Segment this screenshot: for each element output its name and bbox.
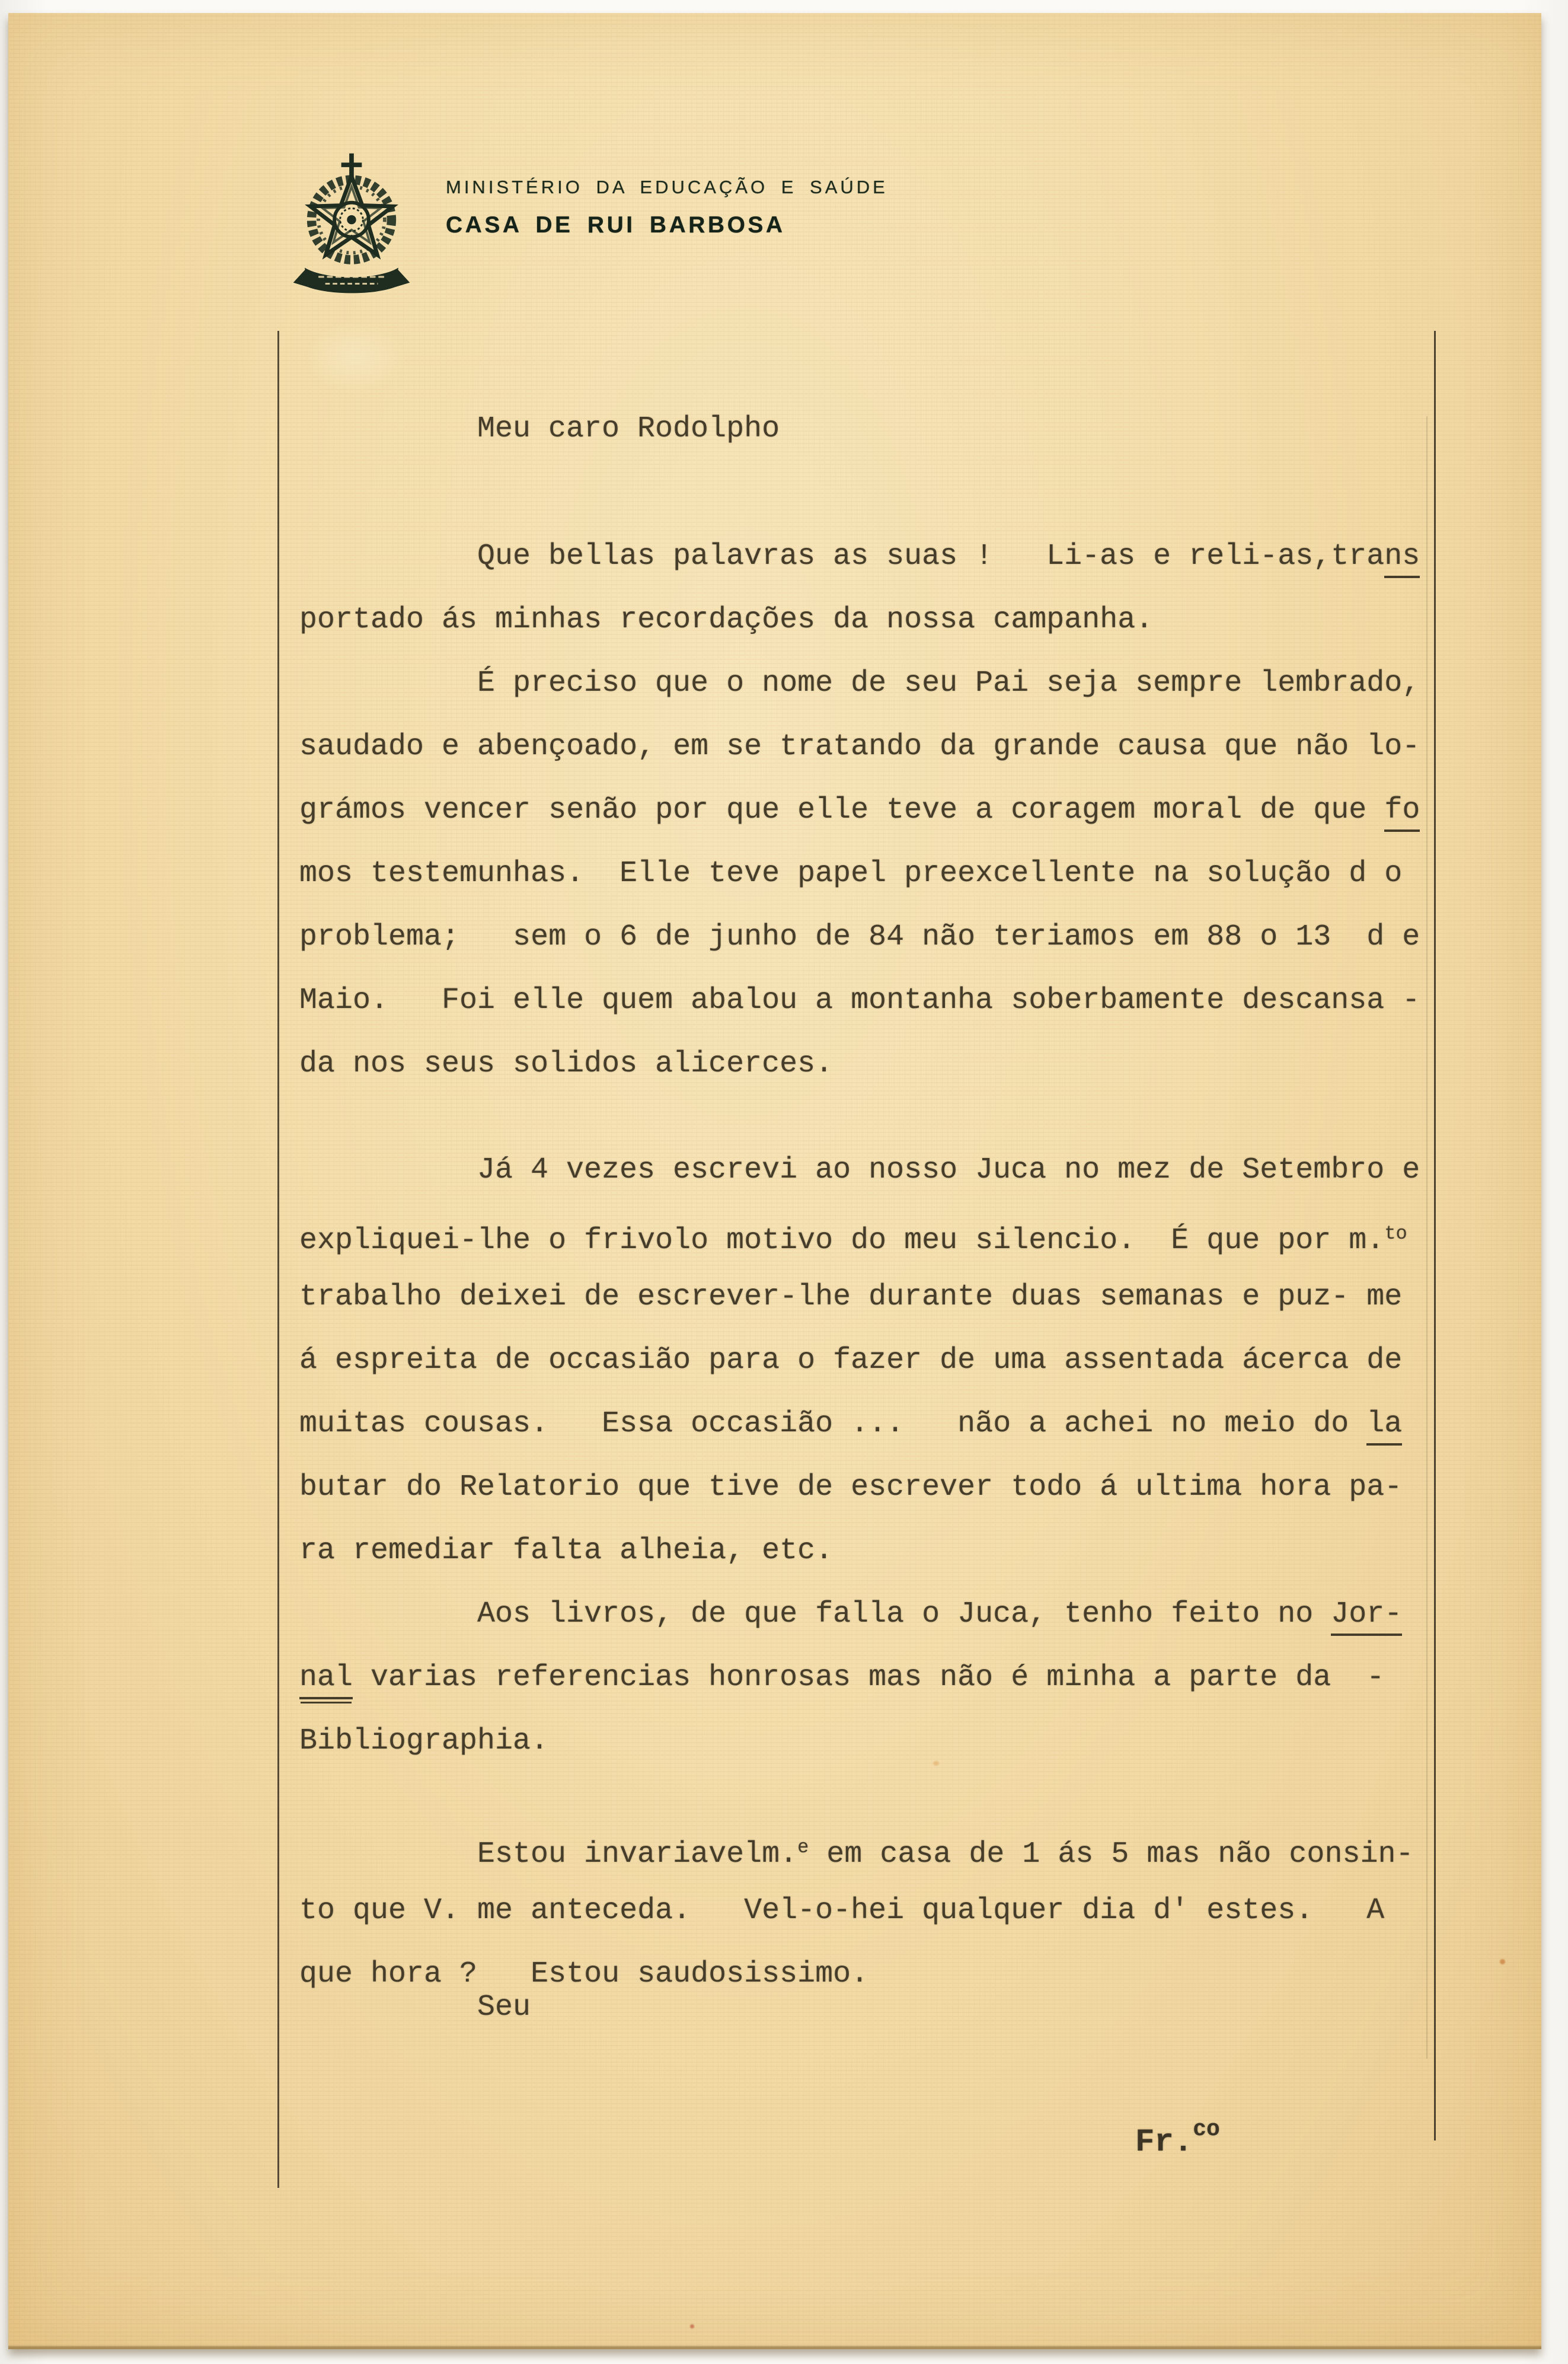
letter-line [299, 1709, 1479, 1773]
text-segment: to que V. me anteceda. Vel-o-hei qualquer dia d' estes. A [299, 1894, 1385, 1928]
letter-line [299, 652, 1479, 715]
text-segment: problema; sem o 6 de junho de 84 não teriamos em 88 o 13 d e [299, 920, 1420, 954]
letter-line [299, 1519, 1479, 1583]
letter-line [299, 779, 1479, 842]
letter-line [299, 1879, 1479, 1942]
text-segment: Já 4 vezes escrevi ao nosso Juca no mez de Setembro e [477, 1153, 1420, 1187]
text-segment: varias referencias honrosas mas não é minha a parte da - [353, 1661, 1385, 1695]
paper-speck [1500, 1959, 1505, 1964]
letter-line [299, 842, 1479, 905]
letter-lines [299, 525, 1479, 2006]
letter-line [299, 1202, 1479, 1265]
paper-stain [305, 321, 405, 393]
institution-name: CASA DE RUI BARBOSA [446, 212, 785, 238]
ministry-name: MINISTÉRIO DA EDUCAÇÃO E SAÚDE [446, 177, 888, 197]
letter-line [299, 1032, 1479, 1096]
letter-line [299, 1265, 1479, 1329]
letter-line [299, 1329, 1479, 1392]
text-segment: Bibliographia. [299, 1724, 549, 1758]
text-segment: Maio. Foi elle quem abalou a montanha soberbamente descansa - [299, 984, 1420, 1017]
letter-line [299, 1583, 1479, 1646]
letter-line [299, 1456, 1479, 1519]
text-segment: ra remediar falta alheia, etc. [299, 1534, 834, 1568]
text-segment: Aos livros, de que falla o Juca, tenho feito no [477, 1597, 1331, 1631]
salutation: Meu caro Rodolpho [477, 412, 780, 446]
letter-line [299, 525, 1479, 588]
text-segment: É preciso que o nome de seu Pai seja sempre lembrado, [477, 666, 1420, 700]
letter-paper [8, 13, 1541, 2349]
letter-line [299, 1392, 1479, 1456]
left-margin-rule [277, 331, 279, 2188]
signature-superscript: co [1193, 2117, 1220, 2142]
text-segment: Que bellas palavras as suas ! Li-as e reli-as,tra [477, 540, 1385, 573]
paper-bottom-edge-shadow [8, 2346, 1541, 2349]
underlined-segment: ns [1384, 540, 1420, 578]
underlined-segment: fo [1384, 793, 1420, 832]
letter-line [299, 588, 1479, 652]
text-segment: muitas cousas. Essa occasião ... não a achei no meio do [299, 1407, 1367, 1441]
signature-base: Fr. [1135, 2124, 1193, 2161]
letter-line [299, 969, 1479, 1032]
emblem-ribbon [293, 268, 410, 293]
letter-line [299, 1816, 1479, 1879]
letter-line [299, 1646, 1479, 1709]
letter-line [299, 905, 1479, 969]
text-segment: que hora ? Estou saudosissimo. [299, 1957, 869, 1991]
brazil-coat-of-arms-icon [289, 146, 414, 312]
text-segment: em casa de 1 ás 5 mas não consin- [809, 1837, 1414, 1871]
superscript-segment: e [797, 1836, 809, 1858]
text-segment: portado ás minhas recordações da nossa campanha. [299, 603, 1154, 637]
paper-speck [690, 2324, 694, 2328]
text-segment: trabalho deixei de escrever-lhe durante duas semanas e puz- me [299, 1280, 1403, 1314]
text-segment: butar do Relatorio que tive de escrever todo á ultima hora pa- [299, 1470, 1403, 1504]
closing: Seu [477, 1990, 531, 2024]
text-segment: mos testemunhas. Elle teve papel preexcellente na solução d o [299, 857, 1403, 891]
signature [1135, 2100, 1220, 2172]
text-segment: Estou invariavelm. [477, 1837, 798, 1871]
letter-line [299, 1942, 1479, 2006]
letter-line [299, 1138, 1479, 1202]
text-segment: á espreita de occasião para o fazer de uma assentada ácerca de [299, 1344, 1403, 1377]
superscript-segment: to [1384, 1223, 1407, 1245]
letter-line [299, 715, 1479, 779]
underlined-segment: nal [299, 1661, 353, 1699]
underlined-segment: Jor- [1331, 1597, 1402, 1636]
underlined-segment: la [1366, 1407, 1402, 1446]
text-segment: da nos seus solidos alicerces. [299, 1047, 834, 1081]
text-segment: expliquei-lhe o frivolo motivo do meu silencio. É que por m. [299, 1224, 1385, 1258]
text-segment: grámos vencer senão por que elle teve a coragem moral de que [299, 793, 1385, 827]
text-segment: saudado e abençoado, em se tratando da grande causa que não lo- [299, 730, 1420, 764]
